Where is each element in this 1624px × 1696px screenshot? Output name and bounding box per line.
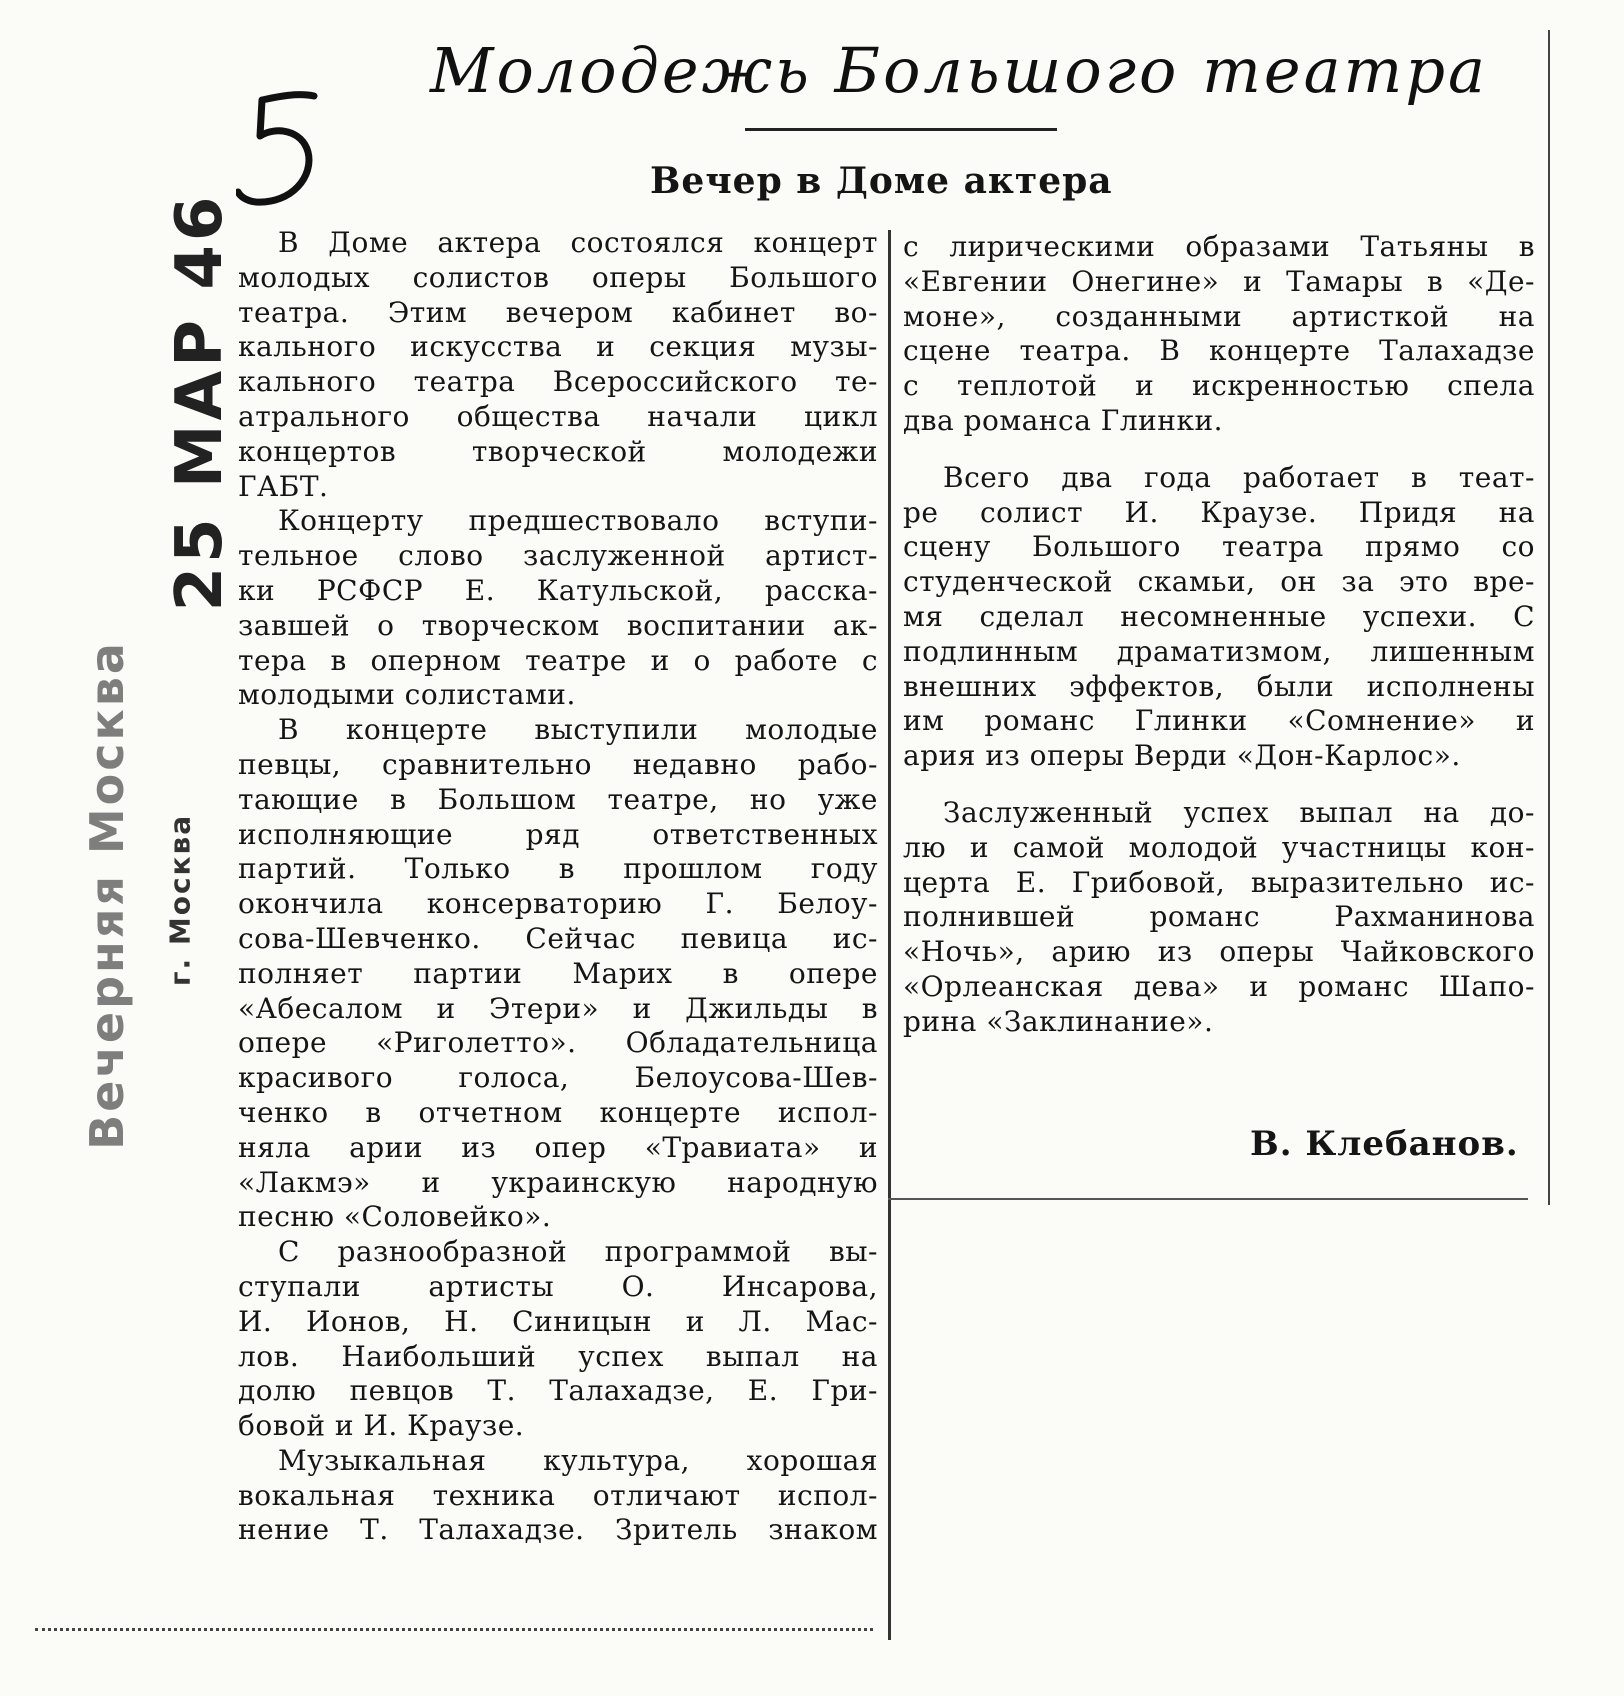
city-stamp (160, 790, 200, 1010)
text-line: тающие в Большом театре, но уже (238, 782, 878, 816)
text-line: театра. Этим вечером кабинет во- (238, 295, 878, 329)
text-line: долю певцов Т. Талахадзе, Е. Гри- (238, 1374, 878, 1408)
text-line: атрального общества начали цикл (238, 399, 878, 433)
text-line: Всего два года работает в теат- (943, 460, 1535, 494)
author-signature: В. Клебанов. (1250, 1124, 1519, 1164)
text-line: ГАБТ. (238, 469, 329, 503)
text-line: студенческой скамьи, он за это вре- (903, 565, 1535, 599)
stamp-city-text: г. Москва (163, 813, 197, 987)
text-line: опере «Риголетто». Обладательница (238, 1026, 878, 1060)
text-line: «Абесалом и Этери» и Джильды в (238, 991, 878, 1025)
text-line: Музыкальная культура, хорошая (278, 1443, 878, 1477)
text-line: ария из оперы Верди «Дон-Карлос». (903, 739, 1461, 773)
clipping-bottom-edge (35, 1628, 873, 1631)
text-line: молодых солистов оперы Большого (238, 260, 878, 294)
article-subheadline: Вечер в Доме актера (650, 160, 1113, 202)
paragraph (903, 461, 1535, 774)
text-line: сцену Большого театра прямо со (903, 530, 1535, 564)
paragraph (903, 230, 1535, 439)
text-line: исполняющие ряд ответственных (238, 817, 878, 851)
text-line: Заслуженный успех выпал на до- (943, 795, 1535, 829)
text-line: тельное слово заслуженной артист- (238, 539, 878, 573)
text-line: сова-Шевченко. Сейчас певица ис- (238, 921, 878, 955)
text-line: В концерте выступили молодые (278, 713, 878, 747)
text-line: церта Е. Грибовой, выразительно ис- (903, 865, 1535, 899)
text-line: бовой и И. Краузе. (238, 1409, 525, 1443)
text-line: молодыми солистами. (238, 678, 576, 712)
text-line: В Доме актера состоялся концерт (278, 226, 878, 259)
text-line: подлинным драматизмом, лишенным (903, 634, 1535, 668)
paragraph-gap (903, 439, 1535, 461)
text-line: «Лакмэ» и украинскую народную (238, 1165, 878, 1199)
text-line: лю и самой молодой участницы кон- (903, 830, 1535, 864)
text-line: сцене театра. В концерте Талахадзе (903, 334, 1535, 368)
paragraph (238, 226, 878, 504)
text-line: певцы, сравнительно недавно рабо- (238, 747, 878, 781)
text-line: С разнообразной программой вы- (278, 1235, 878, 1269)
paragraph (238, 1235, 878, 1444)
headline-rule (745, 128, 1057, 131)
clipping-right-edge (1548, 30, 1550, 1205)
text-line: партий. Только в прошлом году (238, 852, 878, 886)
column-divider (888, 230, 891, 1640)
text-line: красивого голоса, Белоусова-Шев- (238, 1061, 878, 1095)
text-line: завшей о творческом воспитании ак- (238, 608, 878, 642)
paragraph (238, 713, 878, 1235)
article-headline: Молодежь Большого театра (430, 34, 1488, 107)
stamp-newspaper-text: Вечерняя Москва (80, 640, 134, 1150)
text-line: ченко в отчетном концерте испол- (238, 1095, 878, 1129)
paragraph (903, 796, 1535, 1040)
text-line: лов. Наибольший успех выпал на (238, 1339, 878, 1373)
text-line: два романса Глинки. (903, 403, 1224, 437)
text-line: ки РСФСР Е. Катульской, расска- (238, 573, 878, 607)
text-line: тера в оперном театре и о работе с (238, 643, 878, 677)
text-line: полняет партии Марих в опере (238, 956, 878, 990)
stamp-date-text: 25 МАР 46 (163, 192, 237, 612)
text-line: рина «Заклинание». (903, 1004, 1214, 1038)
text-line: концертов творческой молодежи (238, 434, 878, 468)
text-line: окончила консерваторию Г. Белоу- (238, 887, 878, 921)
text-line: нение Т. Талахадзе. Зритель знаком (238, 1513, 878, 1547)
text-line: песню «Соловейко». (238, 1200, 552, 1234)
newspaper-stamp (72, 640, 142, 1150)
handwritten-number-mark (236, 86, 326, 216)
left-column (238, 226, 878, 1548)
text-line: кального искусства и секция музы- (238, 330, 878, 364)
right-column-bottom-rule (888, 1198, 1528, 1200)
text-line: няла арии из опер «Травиата» и (238, 1130, 878, 1164)
text-line: вокальная техника отличают испол- (238, 1478, 878, 1512)
text-line: моне», созданными артисткой на (903, 299, 1535, 333)
text-line: «Евгении Онегине» и Тамары в «Де- (903, 264, 1535, 298)
text-line: И. Ионов, Н. Синицын и Л. Мас- (238, 1304, 878, 1338)
paragraph (238, 1444, 878, 1548)
text-line: ступали артисты О. Инсарова, (238, 1269, 878, 1303)
paragraph-gap (903, 774, 1535, 796)
right-column (903, 230, 1535, 1040)
text-line: им романс Глинки «Сомнение» и (903, 704, 1535, 738)
date-stamp (160, 192, 240, 612)
text-line: «Орлеанская дева» и романс Шапо- (903, 969, 1535, 1003)
text-line: полнившей романс Рахманинова (903, 900, 1535, 934)
text-line: внешних эффектов, были исполнены (903, 669, 1535, 703)
text-line: ре солист И. Краузе. Придя на (903, 495, 1535, 529)
text-line: мя сделал несомненные успехи. С (903, 599, 1535, 633)
text-line: Концерту предшествовало вступи- (278, 504, 878, 538)
text-line: «Ночь», арию из оперы Чайковского (903, 935, 1535, 969)
text-line: с теплотой и искренностью спела (903, 369, 1535, 403)
text-line: с лирическими образами Татьяны в (903, 230, 1535, 263)
text-line: кального театра Всероссийского те- (238, 365, 878, 399)
paragraph (238, 504, 878, 713)
